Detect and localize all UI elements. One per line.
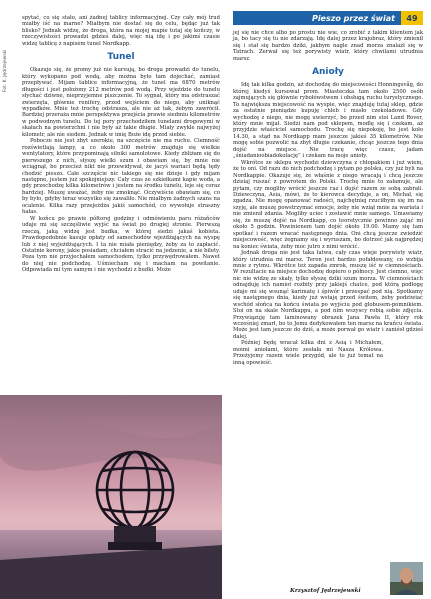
- paragraph: Pobocze nie jest zbyt szerokie, na szczęście nie ma ruchu. Ciemność rozświetlają lampy, a co około 300 metrów znajduje się wielkie wentylatory, które przypominają silniki samolotowe. Kiedy zbliżam się do pierwszego z nich, słyszę wielki szum i obawiam się, by mnie nie wciągnął, bo przecież nikt nie przewidywał, że jacyś wariaci będą tędy chodzić pieszo. Całe szczęście nic takiego się nie dzieje i gdy mijam następne, jestem już spokojniejszy. Cały czas ze szkiełkami kapie woda, a gdy przechodzę kilka kilometrów i jestem na środku tunelu, leje się coraz bardziej. Muszę uważać, żeby nie zmoknąć. Oczywiście obawiam się, co by było, gdyby teraz wszystko się zawaliło. Nie miałbym żadnych szans na ocalenie. Kilka razy przejeżdża jakiś samochód, co wywołuje straszny hałas.: [22, 138, 220, 216]
- right-column: [233, 30, 423, 366]
- paragraph: Idę tak kilka godzin, aż dochodzę do miejscowości Honningsvåg, do której kiedyś kursował prom. Miasteczka tam około 2500 osób zajmujących się głównie rybołówstwem i obsługą ruchu turystycznego. To największa miejscowość na wyspie, więc znajduję tutaj sklep, gdzie za ostatnie pieniądze kupuję chleb i masło czekoladowe. Gdy wychodzę z niego, nie mogę uwierzyć, bo przed nim stoi Land Rover, który mnie mijał. Siedzi nam pod sklepem, modlę się i czekam, aż przyjdzie właściciel samochodu. Trochę się niepokoję, bo jest koło 14.30, a stąd na Nordkapp mam jeszcze jakieś 35 kilometrów. Nie mogę sobie pozwolić na zbyt długie czekanie, chcąc jeszcze tego dnia dojść na miejsce. Nie tracę więc czasu, jadam „śniadanioobiadokolację” i czekam na moje anioły.: [233, 82, 423, 160]
- paragraph: W końcu po prawie półtorej godziny i odmówieniu paru różańców udaje mi się szczęśliwie wyjść na świat po drugiej stronie. Pierwszą rzeczą, jaką widzę jest budka, w której siedzi jakaś kobieta. Prawdopodobnie kasuje opłaty od samochodów wjeżdżających na wyspę lub z niej wyjeżdżających. I ta nie miała pieniędzy, żeby za to zapłacić. Ostatnie korony, jakie posiadam, chciałem stracić na jedzenie, a nie bilety. Poza tym nie przyjechałem samochodem, tylko przywędrowałem. Nawet do niej nie podchodzę. Uśmiecham się i macham na powitanie. Odpowiada mi tym samym i nie wychodzi z budki. Może: [22, 215, 220, 274]
- paragraph: Jednak droga nie jest taka łatwa, cały czas wieje porywisty wiatr, który utrudnia mi marsz. Teren jest bardzo pofałdowany, co wzbija mnie z rytmu. Wkrótce też zapada zmrok, muszę iść w ciemnościach. W rezultacie na miejsce dochodzę dopiero o północy. Jest ciemno, więc nic nie widzę ze skały, tylko słyszę dziki szum morza. W ciemnościach odnajduję ich namiot rozbity przy jakiejś chatce, pod którą podłogę udaje mi się wsunąć karimatę i śpiwór i przespać pod nią. Spotkamy się następnego dnia, kiedy już wstaję przed świtem, żeby podziwiać wschód słońca na końcu świata po wyjściu pod globusem-pomnikiem. Stoi on na skale Nordkappu, a pod nim wszyscy robią sobie zdjęcia. Przywiązuję tam laminowany obrazek Jana Pawła II, który rok wcześniej zmarł, bo to Jemu dedykowałem ten marsz na krańcu świata. Może jest tam jeszcze do dziś, a może porwał go wiatr i zaniósł gdzieś dalej.: [233, 250, 423, 340]
- globe-monument-photo: [0, 395, 222, 599]
- left-column: [22, 15, 220, 274]
- page-header: [233, 11, 423, 25]
- paragraph: Później będę wracał kilka dni z Asią i Michałem, moimi aniołami, które zesłała mi Nasza Królowa. Przeżyjemy razem wiele przygód, ale to już temat na inną opowieść.: [233, 340, 383, 366]
- section-title: Pieszo przez świat: [311, 13, 395, 23]
- section-heading-aniol: Anioły: [312, 67, 344, 78]
- paragraph: Okazuje się, że promy już nie kursują, bo droga prowadzi do tunelu, który wykopano pod wodą, aby można było tam dojechać, zamiast przepływać. Mijam tablice informacyjną, że tunel ma 6870 metrów długości i jest położony 212 metrów pod wodą. Przy wjeździe do tunelu słychać dziwne, nieprzyjemne piszczenie. To sygnał, który ma odstraszać zwierzęta, głównie renifery, przed wejściem do niego, aby uniknąć wypadków. Mnie też trochę odstrasza, ale nie aż tak, żebym zawrócił. Bardziej przeraża mnie perspektywa przejścia prawie siedmiu kilometrów w podwodnym tunelu. Do tej pory przechodziłem tunelami drogowymi w skałach na powierzchni i nie były aż takie długie. Miały zwykle najwyżej kilometr, ale nie siedem. Jednak w imię Boże idę przed siebie.: [22, 67, 220, 138]
- paragraph: Wkrótce ze sklepu wychodzi dziewczyna z chłopakiem i już wiem, że to oni. Od razu do nich podchodzę i pytam po polsku, czy już byli na Nordkappie. Okazuje się, że właśnie z niego wracają i chcą jeszcze dzisiaj ruszać z powrotem do Polski. Trochę mnie to załamuje, ale pytam, czy mogliby wrócić jeszcze raz i dojść razem ze sobą zabrali. Dziewczyna, Asia, mówi, że to kierowca decyduje, a on, Michał, się zgadza. Nie mogę opanować radości, najchętniej rzuciłbym się im na szyję, ale muszę powstrzymać emocje, żeby nie wziął mnie za wariata i nie zmienił zdania. Mogliby uciec i zostawić mnie samego. Umawiamy się, że muszę dojść na Nordkapp, co teoretycznie powinno zająć mi około 5 godzin. Powinienem tam dojść około 19.00. Mamy się tam spotkać i razem wracać następnego dnia. Oni chcą jeszcze zwiedzić miejscowość, więc żegnamy się i wyruszam, bo dotrzeć jak najprędzej na koniec świata, żeby moc jutro z nimi wrócić.: [233, 159, 423, 250]
- intro-paragraph: spytać, co się stało, ani żadnej tablicy informacyjnej. Czy cały mój trud miałby iść na marne? Miałbym nie dostać się do celu, będąc już tak blisko? Jednak widzę, że droga, która na mojej mapie tutaj się kończy, w rzeczywistości prowadzi gdzieś dalej, więc nią idę i po jakimś czasie widzę tablicę z napisem tunel Nordkapp.: [22, 15, 220, 47]
- page-number: 49: [401, 11, 423, 25]
- author-portrait: [390, 562, 423, 595]
- intro-paragraph: jej się nie chce albo po prostu nie wie, co zrobić z takim klientem jak ja, bo tacy się tu nie zdarzają. Idę dalej przez krajobraz, który zmienił się i stał się bardzo dziki, jakbym nagle znad morza znalazł się w Tatrach. Zerwał się też porywisty wiatr, który chwilami utrudnia marsz.: [233, 30, 423, 62]
- author-signature: Krzysztof Jędrzejewski: [290, 588, 361, 594]
- photo-credit: Fot. K. Jędrzejewski: [3, 49, 8, 92]
- section-heading-tunel: Tunel: [107, 52, 135, 63]
